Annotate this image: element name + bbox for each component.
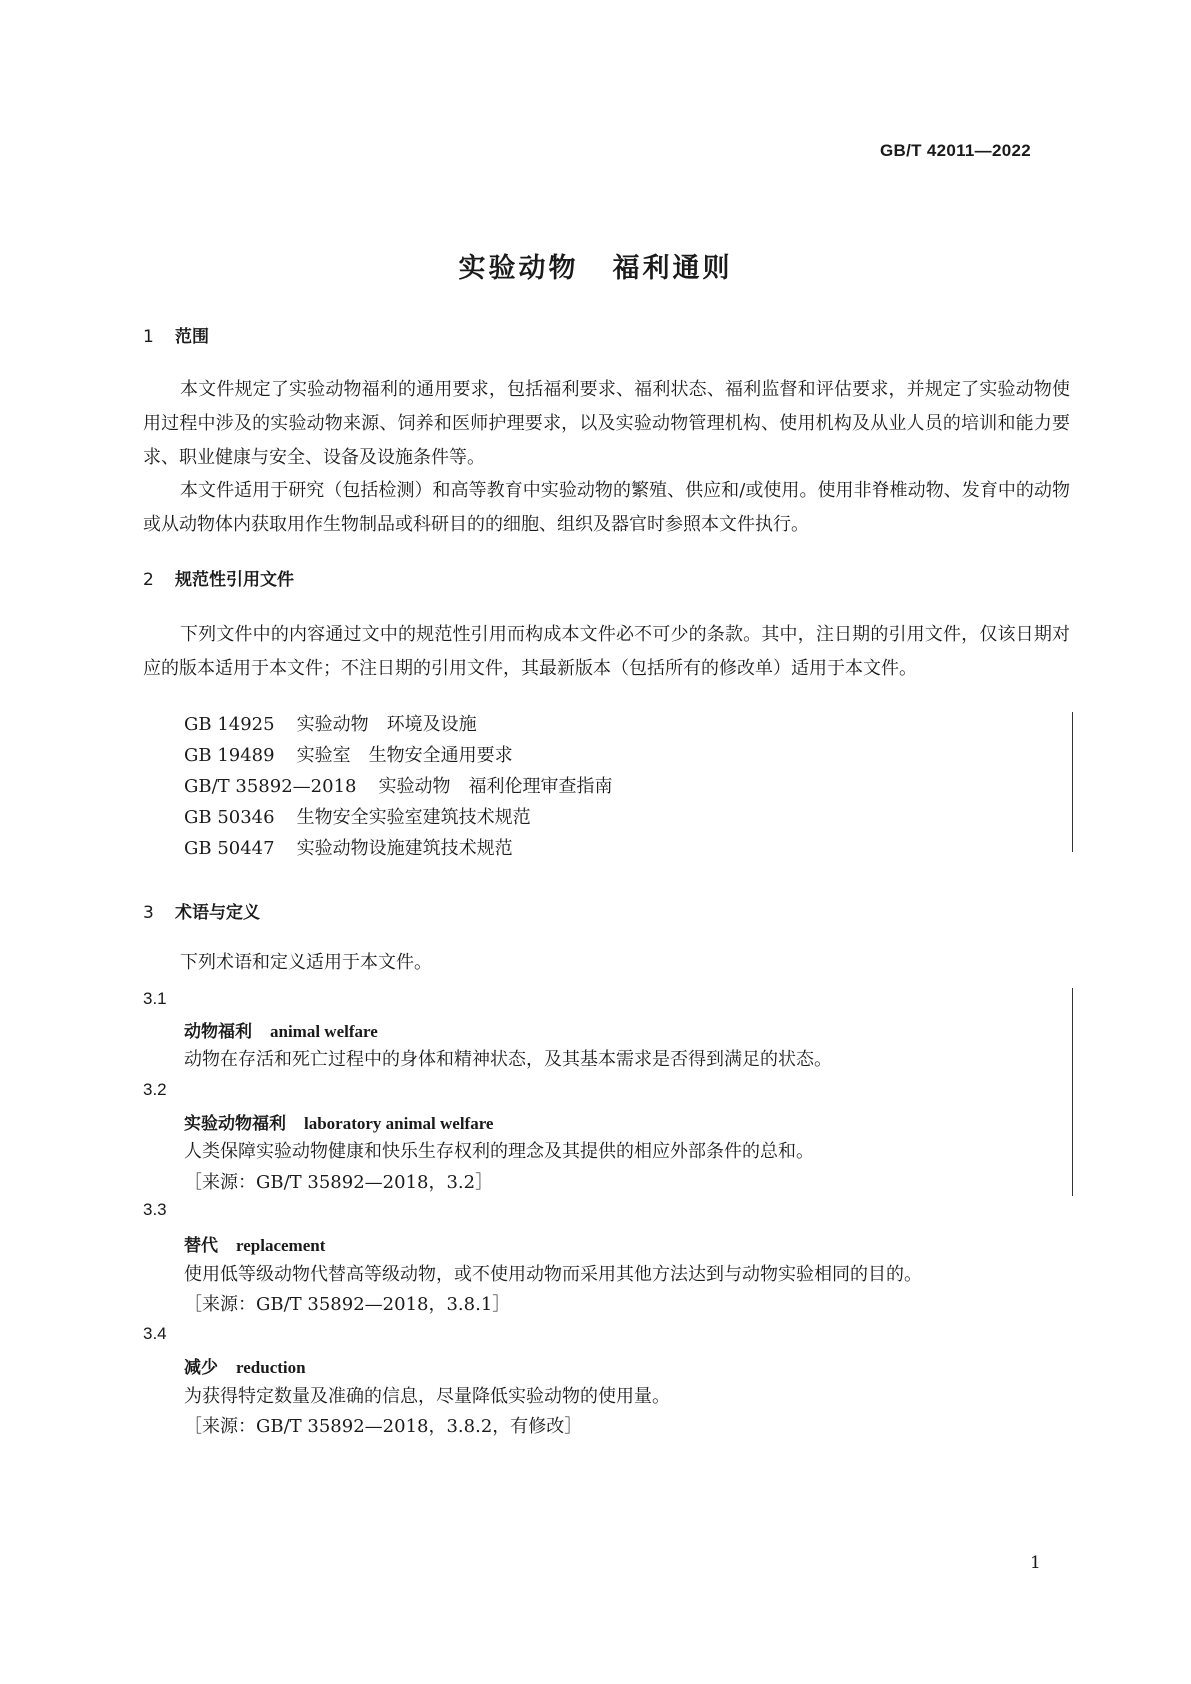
term-number: 3.1 xyxy=(143,989,167,1008)
term-name xyxy=(184,1017,378,1042)
reference-title: 实验动物 环境及设施 xyxy=(296,714,477,735)
section-3-heading xyxy=(143,898,260,923)
term-name-en: laboratory animal welfare xyxy=(304,1114,494,1133)
section-number: 2 xyxy=(143,570,154,590)
term-source: ［来源：GB/T 35892—2018，3.2］ xyxy=(184,1172,494,1193)
section-title: 范围 xyxy=(175,327,209,347)
term-definition: 为获得特定数量及准确的信息，尽量降低实验动物的使用量。 xyxy=(184,1386,670,1407)
section-title: 规范性引用文件 xyxy=(175,570,294,590)
term-name-zh: 动物福利 xyxy=(184,1022,252,1042)
section-1-paragraph-2: 本文件适用于研究（包括检测）和高等教育中实验动物的繁殖、供应和/或使用。使用非脊椎动物、发育中的动物或从动物体内获取用作生物制品或科研目的的细胞、组织及器官时参照本文件执行。 xyxy=(143,480,1070,535)
term-name-zh: 替代 xyxy=(184,1236,218,1256)
section-2-heading xyxy=(143,565,294,590)
reference-item xyxy=(184,741,513,767)
term-number: 3.3 xyxy=(143,1200,167,1219)
change-bar xyxy=(1072,988,1073,1196)
term-name xyxy=(184,1353,306,1378)
term-source: ［来源：GB/T 35892—2018，3.8.2，有修改］ xyxy=(184,1416,583,1437)
reference-code: GB/T 35892—2018 xyxy=(184,776,357,797)
section-1-heading xyxy=(143,322,209,347)
term-name-en: animal welfare xyxy=(270,1022,378,1041)
standard-code: GB/T 42011—2022 xyxy=(880,141,1031,160)
page-number: 1 xyxy=(1030,1553,1041,1573)
reference-code: GB 14925 xyxy=(184,714,275,735)
reference-title: 实验动物设施建筑技术规范 xyxy=(296,838,513,859)
term-name-zh: 减少 xyxy=(184,1358,218,1378)
term-definition: 人类保障实验动物健康和快乐生存权利的理念及其提供的相应外部条件的总和。 xyxy=(184,1141,814,1162)
reference-item xyxy=(184,710,477,736)
section-title: 术语与定义 xyxy=(175,903,260,923)
reference-title: 生物安全实验室建筑技术规范 xyxy=(296,807,531,828)
term-name xyxy=(184,1109,493,1134)
section-2-paragraph: 下列文件中的内容通过文中的规范性引用而构成本文件必不可少的条款。其中，注日期的引用文件，仅该日期对应的版本适用于本文件；不注日期的引用文件，其最新版本（包括所有的修改单）适用于本文件。 xyxy=(143,624,1070,679)
section-number: 3 xyxy=(143,903,154,923)
term-definition: 使用低等级动物代替高等级动物，或不使用动物而采用其他方法达到与动物实验相同的目的。 xyxy=(184,1264,922,1285)
section-1-paragraph-1: 本文件规定了实验动物福利的通用要求，包括福利要求、福利状态、福利监督和评估要求，并规定了实验动物使用过程中涉及的实验动物来源、饲养和医师护理要求，以及实验动物管理机构、使用机构及从业人员的培训和能力要求、职业健康与安全、设备及设施条件等。 xyxy=(143,379,1070,468)
document-title xyxy=(0,246,1191,285)
term-definition: 动物在存活和死亡过程中的身体和精神状态，及其基本需求是否得到满足的状态。 xyxy=(184,1049,832,1070)
term-name xyxy=(184,1231,325,1256)
reference-title: 实验动物 福利伦理审查指南 xyxy=(378,776,613,797)
term-name-en: reduction xyxy=(236,1358,306,1377)
change-bar xyxy=(1072,712,1073,852)
reference-code: GB 50346 xyxy=(184,807,275,828)
term-name-zh: 实验动物福利 xyxy=(184,1114,286,1134)
term-source: ［来源：GB/T 35892—2018，3.8.1］ xyxy=(184,1294,511,1315)
reference-item xyxy=(184,772,612,798)
reference-title: 实验室 生物安全通用要求 xyxy=(296,745,513,766)
title-part-1: 实验动物 xyxy=(458,253,579,284)
title-part-2: 福利通则 xyxy=(612,253,733,284)
reference-item xyxy=(184,834,513,860)
reference-code: GB 50447 xyxy=(184,838,275,859)
section-number: 1 xyxy=(143,327,154,347)
term-name-en: replacement xyxy=(236,1236,326,1255)
term-number: 3.4 xyxy=(143,1324,167,1343)
reference-item xyxy=(184,803,531,829)
section-3-intro: 下列术语和定义适用于本文件。 xyxy=(180,952,432,973)
reference-code: GB 19489 xyxy=(184,745,275,766)
term-number: 3.2 xyxy=(143,1080,167,1099)
